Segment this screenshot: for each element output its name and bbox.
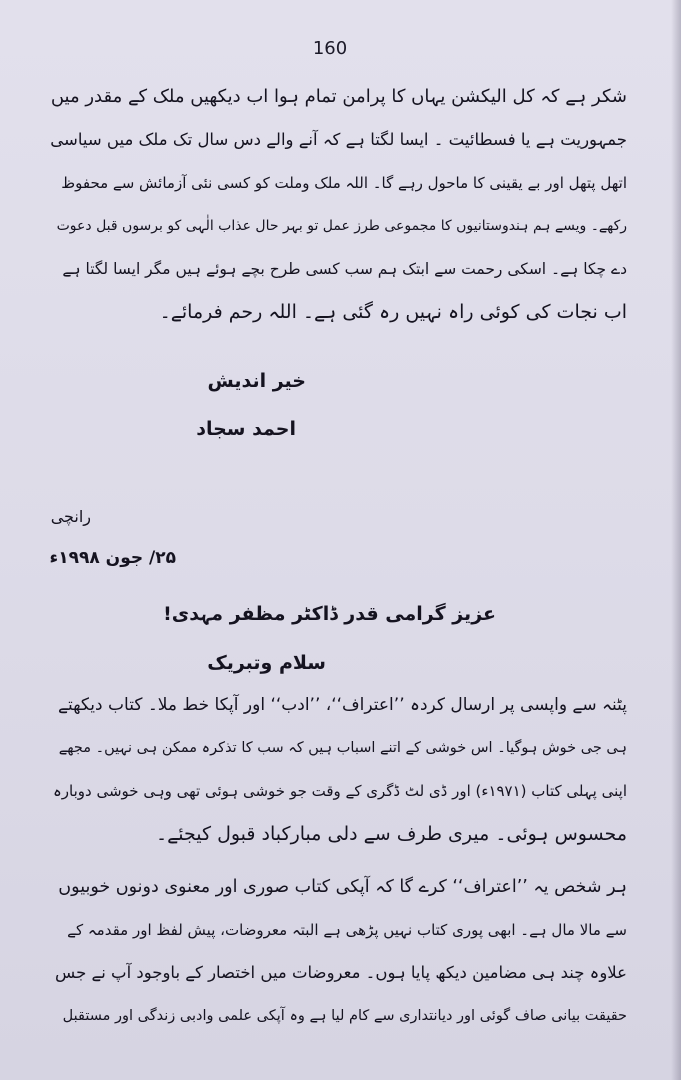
letter2-p2-line-3: علاوہ چند ہی مضامین دیکھ پایا ہوں۔ معروضات میں اختصار کے باوجود آپ نے جس — [55, 963, 627, 982]
letter-place: رانچی — [50, 507, 91, 526]
page-edge-shadow — [671, 0, 681, 1080]
letter1-line-1: شکر ہے کہ کل الیکشن یہاں کا پرامن تمام ہوا اب دیکھیں ملک کے مقدر میں — [50, 86, 627, 107]
letter2-p2-line-2: سے مالا مال ہے۔ ابھی پوری کتاب نہیں پڑھی ہے البتہ معروضات، پیش لفظ اور مقدمہ کے — [67, 921, 627, 939]
page-number: 160 — [312, 38, 348, 59]
letter2-p2-line-4: حقیقت بیانی صاف گوئی اور دیانتداری سے کام لیا ہے وہ آپکی علمی وادبی زندگی اور مستقبل — [62, 1008, 627, 1024]
letter1-line-6: اب نجات کی کوئی راہ نہیں رہ گئی ہے۔ اللہ رحم فرمائے۔ — [159, 301, 627, 323]
letter2-p1-line-1: پٹنہ سے واپسی پر ارسال کردہ ’’اعتراف‘‘، ’’ادب‘‘ اور آپکا خط ملا۔ کتاب دیکھتے — [57, 695, 627, 715]
letter2-p2-line-1: ہر شخص یہ ’’اعتراف‘‘ کرے گا کہ آپکی کتاب صوری اور معنوی دونوں خوبیوں — [58, 877, 627, 897]
letter-closing: خیر اندیش — [207, 370, 306, 392]
letter-signature: احمد سجاد — [196, 418, 296, 440]
letter1-line-5: دے چکا ہے۔ اسکی رحمت سے ابتک ہم سب کسی طرح بچے ہوئے ہیں مگر ایسا لگتا ہے — [62, 260, 627, 278]
letter1-line-3: اتھل پتھل اور بے یقینی کا ماحول رہے گا۔ اللہ ملک وملت کو کسی نئی آزمائش سے محفوظ — [61, 174, 627, 192]
letter-date: ۲۵/ جون ۱۹۹۸ء — [49, 548, 176, 568]
letter1-line-4: رکھے۔ ویسے ہم ہندوستانیوں کا مجموعی طرز عمل تو بہر حال عذاب الٰہی کو برسوں قبل دعوت — [56, 218, 627, 234]
letter2-p1-line-3: اپنی پہلی کتاب (۱۹۷۱ء) اور ڈی لٹ ڈگری کے وقت جو خوشی ہوئی تھی وہی خوشی دوبارہ — [53, 782, 627, 800]
letter1-line-2: جمہوریت ہے یا فسطائیت ۔ ایسا لگتا ہے کہ آنے والے دس سال تک ملک میں سیاسی — [50, 130, 627, 149]
letter2-p1-line-2: ہی جی خوش ہوگیا۔ اس خوشی کے اتنے اسباب ہیں کہ سب کا تذکرہ ممکن ہی نہیں۔ مجھے — [58, 740, 627, 756]
letter-salutation: عزیز گرامی قدر ڈاکٹر مظفر مہدی! — [163, 603, 496, 625]
letter-greeting: سلام وتبریک — [207, 652, 326, 674]
letter2-p1-line-4: محسوس ہوئی۔ میری طرف سے دلی مبارکباد قبول کیجئے۔ — [155, 823, 627, 845]
